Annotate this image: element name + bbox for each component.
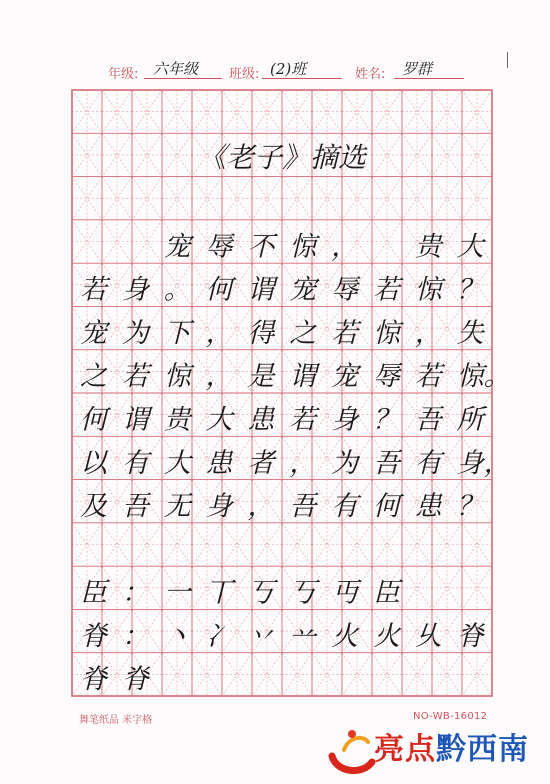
grid-char: 若: [121, 361, 149, 393]
grid-char: 火: [372, 620, 400, 652]
grid-char: 辱: [331, 274, 359, 306]
grid-char: 为: [331, 447, 359, 479]
grid-char: 吾: [372, 447, 400, 479]
grid-char: 宠: [331, 361, 359, 393]
grid-char: ，: [205, 317, 233, 349]
watermark-text-red: 亮点: [374, 732, 436, 767]
grid-char: ，: [414, 317, 442, 349]
grid-char: 大: [163, 447, 191, 479]
grid-char: 大: [456, 231, 484, 263]
name-label: 姓名:: [355, 67, 386, 82]
grid-char: 患: [205, 447, 233, 479]
grid-char: 及: [80, 491, 107, 523]
grid-char: 之: [289, 317, 317, 349]
grid-char: 吾: [121, 491, 149, 523]
watermark-text-blue: 黔西南: [436, 732, 529, 767]
grade-label: 年级:: [108, 67, 139, 82]
grid-char: 何: [80, 404, 107, 436]
grid-char: 辱: [205, 231, 233, 263]
grid-char: 。: [163, 274, 191, 306]
grid-char: 丶: [163, 620, 191, 652]
grid-char: 以: [80, 447, 107, 479]
grid-char: 失: [456, 317, 484, 349]
grid-char: 宠: [80, 317, 107, 349]
grid-char: ，: [331, 231, 359, 263]
grid-char: 吾: [289, 491, 317, 523]
grid-char: 脊: [80, 664, 107, 696]
grid-char: 患: [414, 491, 442, 523]
grid-char: ？: [456, 491, 484, 523]
watermark-logo: [322, 720, 547, 778]
grid-char: ？: [456, 274, 484, 306]
grid-char: 之: [80, 361, 107, 393]
grid-char: 无: [163, 491, 191, 523]
grid-char: 若: [80, 274, 107, 306]
product-code: NO-WB-16012: [413, 711, 488, 722]
grid-char: 若: [289, 404, 317, 436]
grid-char: 是: [247, 361, 275, 393]
grid-char: ，: [247, 491, 275, 523]
grid-char: 丂: [247, 577, 275, 609]
grid-char: 身: [331, 404, 359, 436]
grid-char: 患: [247, 404, 275, 436]
grid-char: 谓: [121, 404, 149, 436]
grid-char: 一: [163, 577, 191, 609]
brand-label: 舞笔纸品 米字格: [79, 715, 153, 726]
grid-char: 身: [205, 491, 233, 523]
grid-char: 惊: [414, 274, 442, 306]
grid-char: 若: [414, 361, 442, 393]
grid-char: 有: [121, 447, 149, 479]
class-label: 班级:: [229, 67, 260, 82]
grid-char: 大: [205, 404, 233, 436]
grid-char: 臣: [80, 577, 107, 609]
grid-char: 贵: [163, 404, 191, 436]
class-value: (2)班: [270, 60, 307, 78]
grid-char: ，: [289, 447, 317, 479]
sheet-title: 《老子》摘选: [197, 140, 367, 174]
grid-char: ，: [205, 361, 233, 393]
grid-char: 丂: [289, 577, 317, 609]
grid-char: 惊: [372, 317, 400, 349]
grid-char: 谓: [247, 274, 275, 306]
grid-char: 何: [372, 491, 400, 523]
grid-char: 惊: [289, 231, 317, 263]
grid-char: 丅: [205, 577, 233, 609]
watermark-text: [374, 724, 529, 768]
grid-char: 宠: [289, 274, 317, 306]
grid-char: 得: [247, 317, 275, 349]
grid-char: ：: [121, 620, 149, 652]
grid-char: 者: [247, 447, 275, 479]
grid-char: 吾: [414, 404, 442, 436]
grid-char: ：: [121, 577, 149, 609]
grid-char: 惊。: [456, 361, 511, 393]
grid-char: 宠: [163, 231, 191, 263]
grid-char: 脊: [80, 620, 107, 652]
watermark-swirl-icon: [322, 720, 382, 778]
grid-char: 丷: [247, 620, 275, 652]
grid-char: 有: [331, 491, 359, 523]
grid-char: ？: [372, 404, 400, 436]
grid-char: 何: [205, 274, 233, 306]
grid-char: 身: [121, 274, 149, 306]
grid-char: 为: [121, 317, 149, 349]
grid-char: 脊: [456, 620, 484, 652]
grid-char: 身，: [456, 447, 511, 479]
grid-char: 下: [163, 317, 191, 349]
grid-char: 乆: [414, 620, 442, 652]
name-value: 罗群: [402, 60, 433, 78]
grid-char: 所: [456, 404, 484, 436]
grid-char: 臣: [372, 577, 400, 609]
grid-char: 不: [247, 231, 275, 263]
grid-char: 若: [372, 274, 400, 306]
grid-char: 谓: [289, 361, 317, 393]
grid-char: 冫: [205, 620, 233, 652]
grid-char: 惊: [163, 361, 191, 393]
grade-value: 六年级: [153, 60, 199, 78]
grid-char: 脊: [121, 664, 149, 696]
grid-char: 有: [414, 447, 442, 479]
grid-char: 火: [331, 620, 359, 652]
grid-char: 䒑: [289, 620, 317, 652]
grid-char: 若: [331, 317, 359, 349]
grid-char: 丏: [331, 577, 359, 609]
grid-char: 贵: [414, 231, 442, 263]
grid-char: 辱: [372, 361, 400, 393]
